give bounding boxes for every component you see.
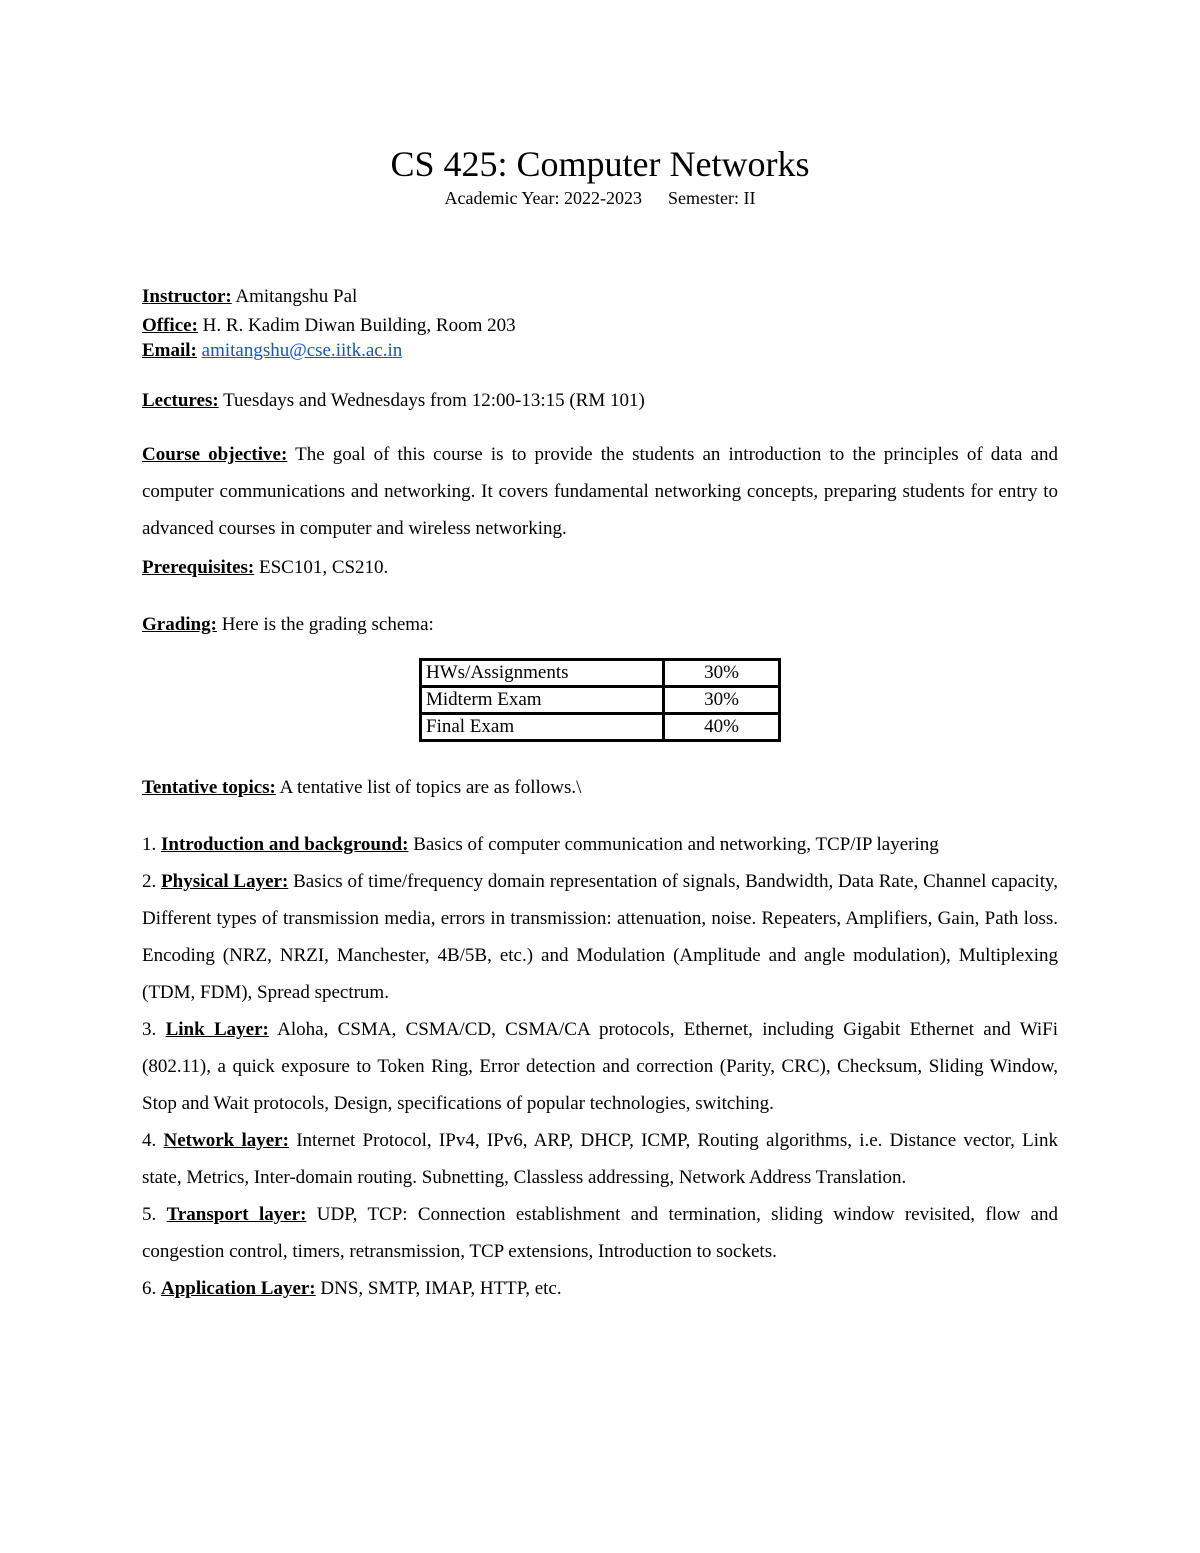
semester: Semester: II: [668, 188, 756, 208]
grade-weight: 30%: [664, 660, 780, 687]
grade-item: HWs/Assignments: [421, 660, 664, 687]
topic-text: Aloha, CSMA, CSMA/CD, CSMA/CA protocols, Ethernet, including Gigabit Ethernet and WiFi (802.11), a quick exposure to Token Ring, Error detection and correction (Parity, CRC), Checksum, Sliding Window, Stop and Wait protocols, Design, specifications of popular technologies, switching.: [142, 1019, 1058, 1114]
topic-number: 3.: [142, 1019, 166, 1040]
topic-number: 2.: [142, 871, 162, 892]
grading-label: Grading:: [142, 614, 217, 635]
topic-title: Transport layer:: [166, 1204, 307, 1225]
topic-title: Network layer:: [163, 1130, 289, 1151]
course-objective: [142, 436, 1058, 547]
topic-title: Link Layer:: [165, 1019, 269, 1040]
list-item: [142, 1011, 1058, 1122]
grade-weight: 30%: [664, 687, 780, 714]
lectures-label: Lectures:: [142, 390, 219, 411]
topics-list: [142, 826, 1058, 1307]
topic-title: Introduction and background:: [161, 834, 409, 855]
grading-table: [419, 658, 781, 742]
prerequisites-line: [142, 556, 1058, 580]
list-item: [142, 826, 1058, 863]
table-row: [421, 714, 780, 741]
list-item: [142, 1122, 1058, 1196]
office-label: Office:: [142, 315, 198, 336]
topic-text: Internet Protocol, IPv4, IPv6, ARP, DHCP, ICMP, Routing algorithms, i.e. Distance vector, Link state, Metrics, Inter-domain routing. Subnetting, Classless addressing, Network Address Translation.: [142, 1130, 1058, 1188]
topic-number: 1.: [142, 834, 161, 855]
topic-number: 4.: [142, 1130, 164, 1151]
lectures-value: Tuesdays and Wednesdays from 12:00-13:15 (RM 101): [218, 390, 645, 411]
page-title: CS 425: Computer Networks: [390, 144, 810, 184]
table-row: [421, 660, 780, 687]
topic-title: Physical Layer:: [161, 871, 289, 892]
prerequisites-label: Prerequisites:: [142, 557, 255, 578]
instructor-line: [142, 285, 1058, 309]
grade-item: Final Exam: [421, 714, 664, 741]
grading-text: Here is the grading schema:: [216, 614, 434, 635]
office-value: H. R. Kadim Diwan Building, Room 203: [197, 315, 516, 336]
list-item: [142, 1270, 1058, 1307]
prerequisites-text: ESC101, CS210.: [254, 557, 389, 578]
objective-label: Course objective:: [142, 444, 288, 465]
topic-number: 5.: [142, 1204, 167, 1225]
page-subtitle: [0, 187, 1200, 209]
topics-text: A tentative list of topics are as follows.\: [275, 777, 582, 798]
topics-line: [142, 776, 1058, 800]
academic-year: Academic Year: 2022-2023: [444, 188, 642, 208]
email-label: Email:: [142, 340, 197, 361]
list-item: [142, 1196, 1058, 1270]
lectures-line: [142, 389, 1058, 413]
grade-weight: 40%: [664, 714, 780, 741]
grade-item: Midterm Exam: [421, 687, 664, 714]
grading-line: [142, 613, 1058, 637]
table-row: [421, 687, 780, 714]
topic-text: UDP, TCP: Connection establishment and termination, sliding window revisited, flow and congestion control, timers, retransmission, TCP extensions, Introduction to sockets.: [142, 1204, 1058, 1262]
topic-number: 6.: [142, 1278, 161, 1299]
topic-text: Basics of computer communication and networking, TCP/IP layering: [408, 834, 939, 855]
list-item: [142, 863, 1058, 1011]
instructor-label: Instructor:: [142, 286, 232, 307]
topics-label: Tentative topics:: [142, 777, 276, 798]
email-link[interactable]: amitangshu@cse.iitk.ac.in: [201, 340, 403, 361]
office-line: [142, 314, 1058, 338]
topic-title: Application Layer:: [161, 1278, 316, 1299]
email-line: [142, 339, 1058, 363]
objective-text: The goal of this course is to provide the students an introduction to the principles of data and computer communications and networking. It covers fundamental networking concepts, preparing students for entry to advanced courses in computer and wireless networking.: [142, 444, 1058, 539]
topic-text: Basics of time/frequency domain representation of signals, Bandwidth, Data Rate, Channel capacity, Different types of transmission media, errors in transmission: attenuation, noise. Repeaters, Amplifiers, Gain, Path loss. Encoding (NRZ, NRZI, Manchester, 4B/5B, etc.) and Modulation (Amplitude and angle modulation), Multiplexing (TDM, FDM), Spread spectrum.: [142, 871, 1059, 1003]
topic-text: DNS, SMTP, IMAP, HTTP, etc.: [315, 1278, 562, 1299]
instructor-value: Amitangshu Pal: [231, 286, 358, 307]
